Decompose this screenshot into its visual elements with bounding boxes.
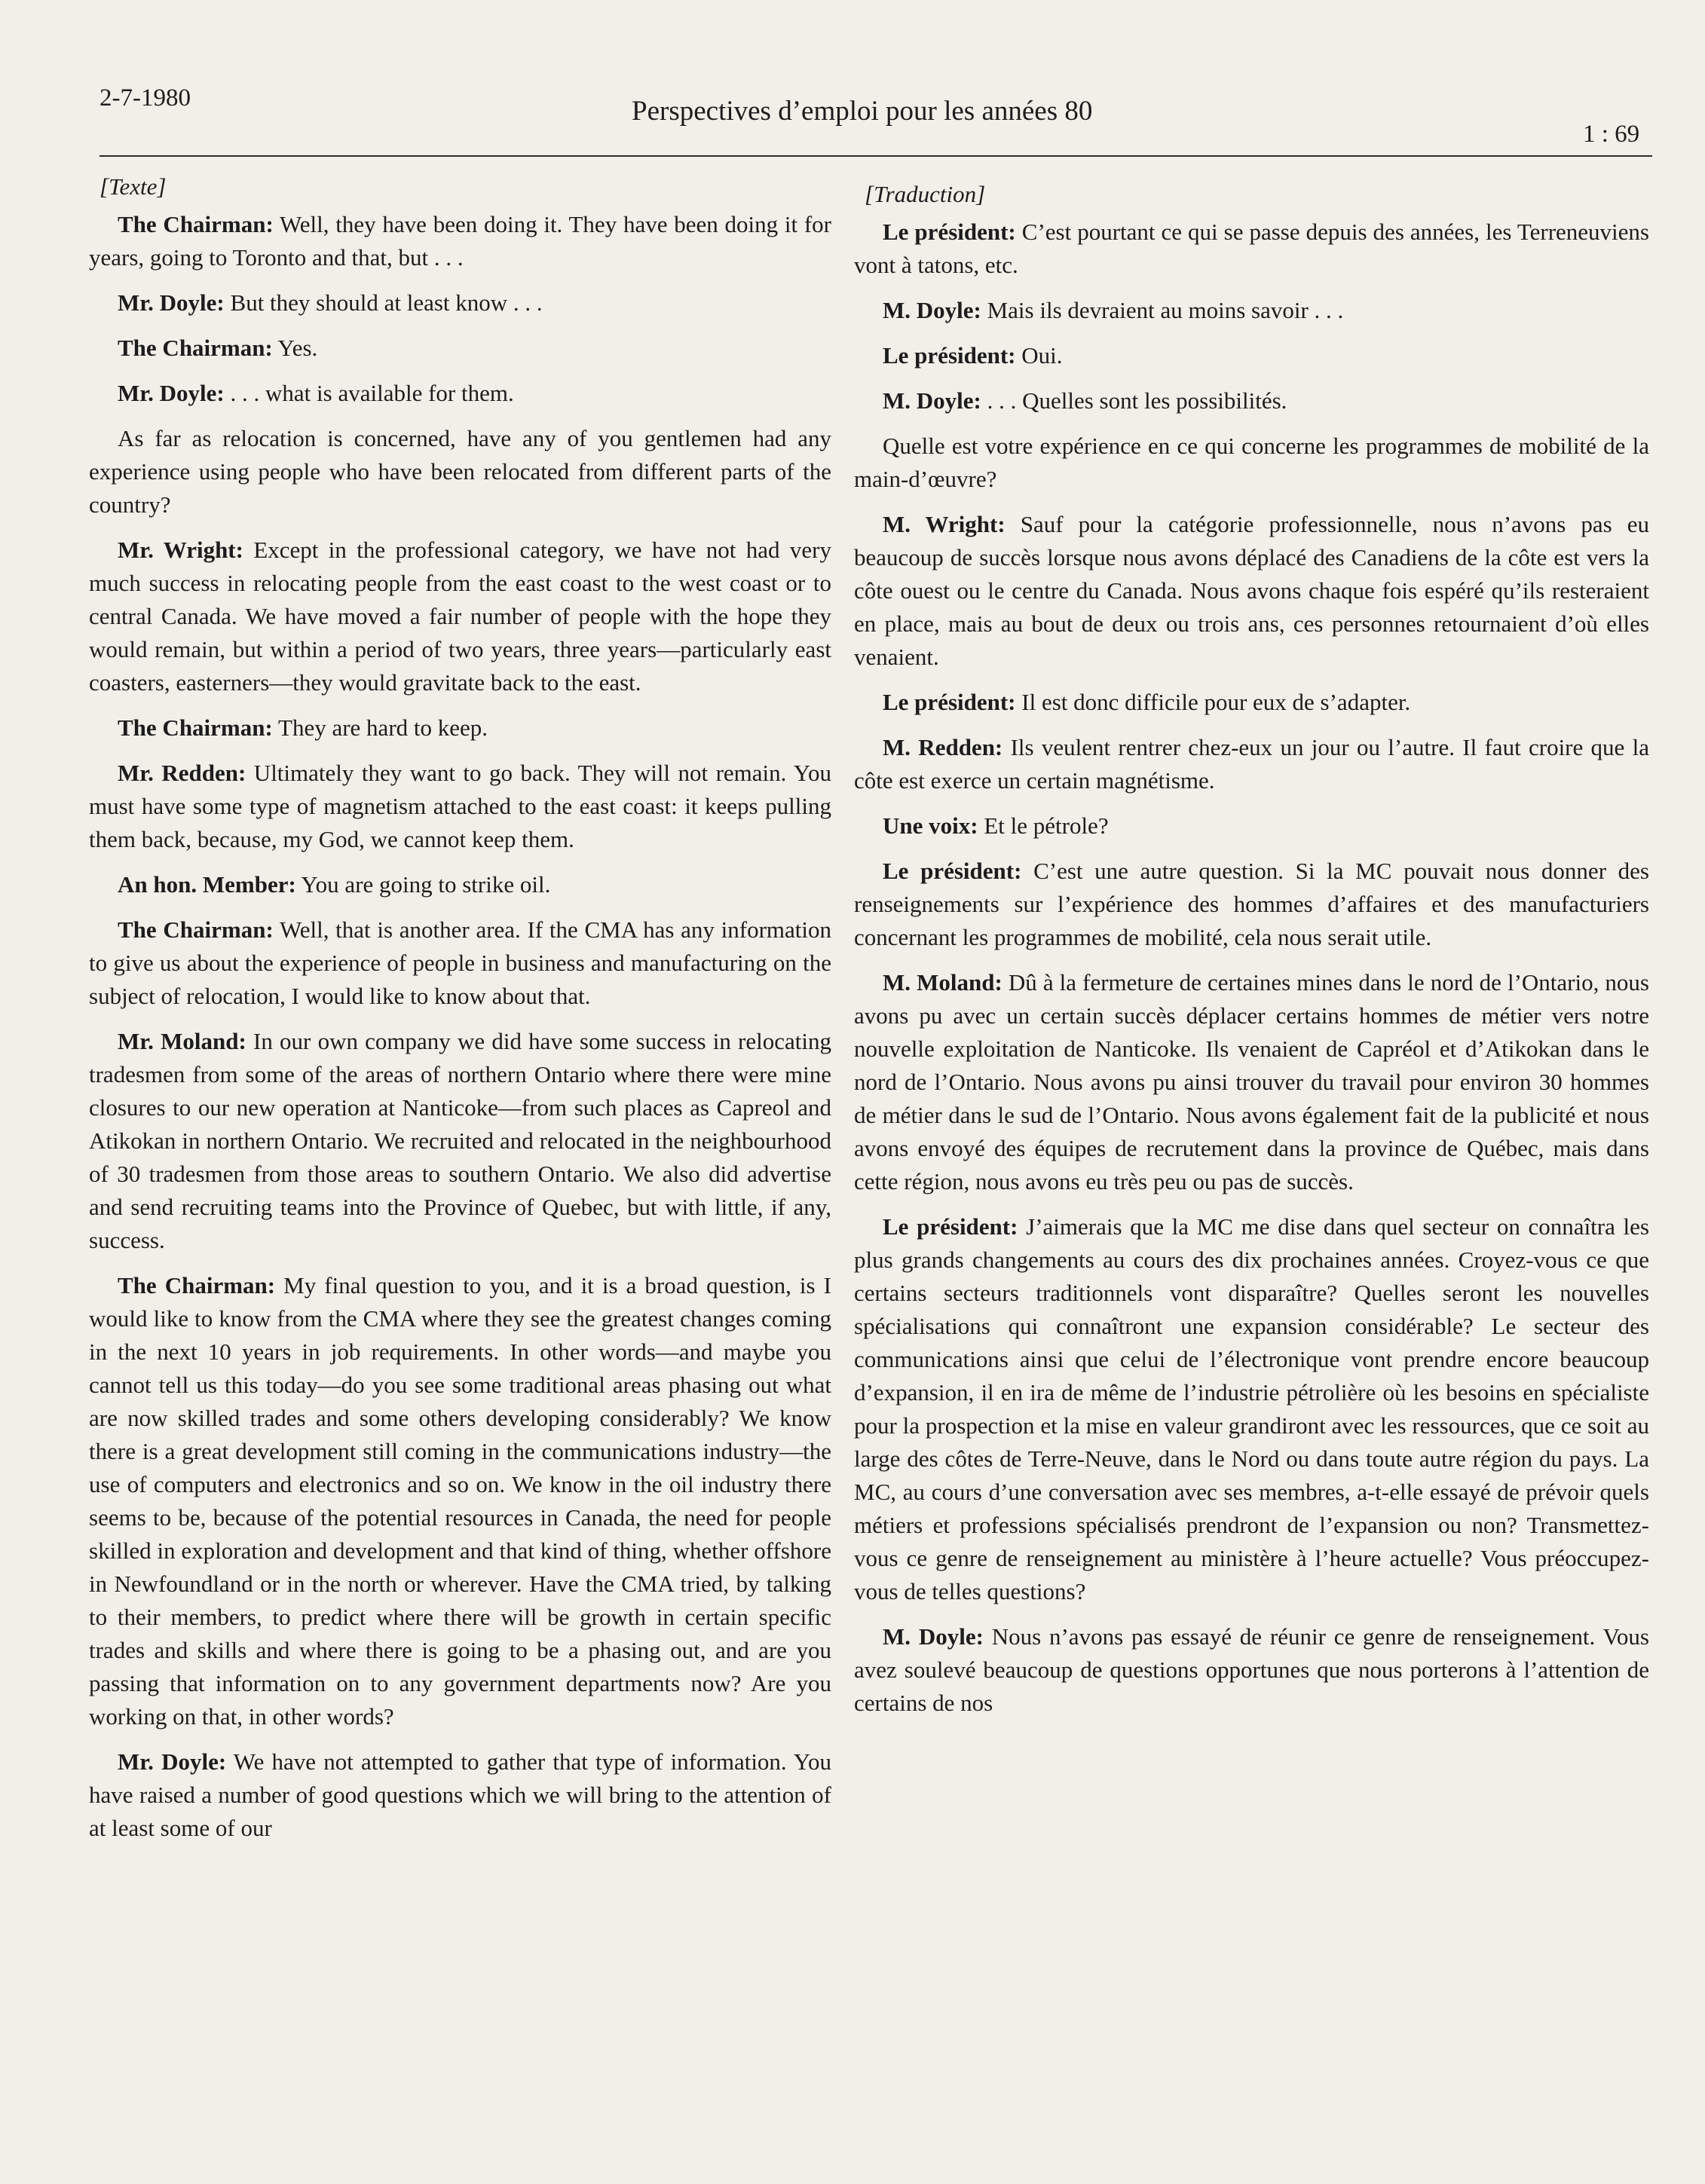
speaker: Mr. Redden: bbox=[118, 760, 246, 786]
speech-text: They are hard to keep. bbox=[272, 714, 488, 741]
speech-text: . . . what is available for them. bbox=[224, 380, 514, 406]
paragraph bbox=[854, 339, 1649, 372]
paragraph bbox=[89, 1025, 831, 1257]
speaker: M. Doyle: bbox=[883, 387, 981, 414]
speaker: The Chairman: bbox=[118, 211, 274, 237]
paragraph bbox=[89, 422, 831, 522]
column-marker: [Traduction] bbox=[865, 181, 986, 207]
speech-text: Sauf pour la catégorie professionnelle, nous n’avons pas eu beaucoup de succès lorsque nous avons déplacé des Canadiens de la côte est vers la côte ouest ou le centre du Canada. Nous avons chaque fois espéré qu’ils resteraient en place, mais au bout de deux ou trois ans, ces personnes retournaient d’où elles venaient. bbox=[854, 511, 1649, 670]
header-rule bbox=[99, 155, 1652, 157]
speech-text: C’est une autre question. Si la MC pouvait nous donner des renseignements sur l’expérience des hommes d’affaires et des manufacturiers concernant les programmes de mobilité, cela nous serait utile. bbox=[854, 858, 1649, 950]
paragraph bbox=[89, 868, 831, 901]
paragraph bbox=[89, 1745, 831, 1845]
paragraph bbox=[89, 913, 831, 1013]
english-column bbox=[89, 170, 831, 1857]
speech-text: Well, that is another area. If the CMA has any information to give us about the experience of people in business and manufacturing on the subject of relocation, I would like to know about that. bbox=[89, 916, 831, 1009]
paragraph bbox=[854, 731, 1649, 797]
paragraph bbox=[854, 809, 1649, 843]
paragraph bbox=[89, 286, 831, 320]
paragraph bbox=[89, 377, 831, 410]
speaker: Mr. Doyle: bbox=[118, 289, 225, 316]
speaker: Le président: bbox=[883, 689, 1016, 715]
speaker: The Chairman: bbox=[118, 714, 273, 741]
paragraph bbox=[854, 1620, 1649, 1720]
paragraph bbox=[854, 855, 1649, 954]
paragraph bbox=[854, 430, 1649, 496]
speaker: Une voix: bbox=[883, 812, 978, 839]
speaker: Le président: bbox=[883, 1213, 1018, 1240]
speech-text: In our own company we did have some success in relocating tradesmen from some of the areas of northern Ontario where there were mine closures to our new operation at Nanticoke—from such places as Capreol and Atikokan in northern Ontario. We recruited and relocated in the neighbourhood of 30 tradesmen from those areas to southern Ontario. We also did advertise and send recruiting teams into the Province of Quebec, but with little, if any, success. bbox=[89, 1028, 831, 1253]
speech-text: My final question to you, and it is a broad question, is I would like to know from the CMA where they see the greatest changes coming in the next 10 years in job requirements. In other words—and maybe you cannot tell us this today—do you see some traditional areas phasing out what are now skilled trades and some others developing considerably? We know there is a great development still coming in the communications industry—the use of computers and electronics and so on. We know in the oil industry there seems to be, because of the potential resources in Canada, the need for people skilled in exploration and development and that kind of thing, whether offshore in Newfoundland or in the north or wherever. Have the CMA tried, by talking to their members, to predict where there will be growth in certain specific trades and skills and where there is going to be a phasing out, and are you passing that information on to any government departments now? Are you working on that, in other words? bbox=[89, 1272, 831, 1730]
speaker: Le président: bbox=[883, 858, 1022, 884]
speech-text: Mais ils devraient au moins savoir . . . bbox=[981, 297, 1344, 323]
speaker: M. Redden: bbox=[883, 734, 1003, 760]
speech-text: J’aimerais que la MC me dise dans quel secteur on connaîtra les plus grands changements au cours des dix prochaines années. Croyez-vous ce que certains secteurs traditionnels vont disparaître? Quelles seront les nouvelles spécialisations qui connaîtront une expansion considérable? Le secteur des communications ainsi que celui de l’électronique vont prendre encore beaucoup d’expansion, il en ira de même de l’industrie pétrolière où les besoins en spécialiste pour la prospection et la mise en valeur grandiront avec les ressources, que ce soit au large des côtes de Terre-Neuve, dans le Nord ou dans toute autre région du pays. La MC, au cours d’une conversation avec ses membres, a-t-elle essayé de prévoir quels métiers et professions spécialisés prendront de l’expansion ou non? Transmettez-vous ce genre de renseignement au ministère à l’heure actuelle? Vous préoccupez-vous de telles questions? bbox=[854, 1213, 1649, 1604]
paragraph bbox=[854, 1210, 1649, 1608]
speaker: The Chairman: bbox=[118, 335, 273, 361]
speech-text: Ultimately they want to go back. They will not remain. You must have some type of magnetism attached to the east coast: it keeps pulling them back, because, my God, we cannot keep them. bbox=[89, 760, 831, 852]
paragraph bbox=[89, 757, 831, 856]
speech-text: Except in the professional category, we have not had very much success in relocating people from the east coast to the west coast or to central Canada. We have moved a fair number of people with the hope they would remain, but within a period of two years, three years—particularly east coasters, easterners—they would gravitate back to the east. bbox=[89, 537, 831, 696]
speech-text: Nous n’avons pas essayé de réunir ce genre de renseignement. Vous avez soulevé beaucoup de questions opportunes que nous porterons à l’attention de certains de nos bbox=[854, 1623, 1649, 1716]
speaker: Mr. Moland: bbox=[118, 1028, 246, 1054]
speech-text: Quelle est votre expérience en ce qui concerne les programmes de mobilité de la main-d’œuvre? bbox=[854, 433, 1649, 492]
speaker: M. Moland: bbox=[883, 969, 1002, 996]
paragraph bbox=[854, 966, 1649, 1198]
speaker: Mr. Doyle: bbox=[118, 1748, 227, 1775]
french-column bbox=[854, 178, 1649, 1732]
speech-text: Dû à la fermeture de certaines mines dans le nord de l’Ontario, nous avons pu avec un certain succès déplacer certains hommes de métier vers notre nouvelle exploitation de Nanticoke. Ils venaient de Capréol et d’Atikokan dans le nord de l’Ontario. Nous avons pu ainsi trouver du travail pour environ 30 hommes de métier dans le sud de l’Ontario. Nous avons également fait de la publicité et nous avons envoyé des équipes de recrutement dans la province de Québec, mais dans cette région, nous avons eu très peu ou pas de succès. bbox=[854, 969, 1649, 1194]
paragraph bbox=[89, 1269, 831, 1733]
paragraph bbox=[89, 534, 831, 699]
speaker: M. Doyle: bbox=[883, 297, 981, 323]
paragraph bbox=[854, 216, 1649, 282]
paragraph bbox=[854, 384, 1649, 418]
speaker: Mr. Wright: bbox=[118, 537, 243, 563]
speaker: Le président: bbox=[883, 219, 1016, 245]
speaker: An hon. Member: bbox=[118, 871, 296, 898]
header-page-number: 1 : 69 bbox=[1583, 121, 1640, 148]
speaker: Mr. Doyle: bbox=[118, 380, 225, 406]
speech-text: . . . Quelles sont les possibilités. bbox=[981, 387, 1287, 414]
paragraph bbox=[89, 711, 831, 745]
speech-text: Et le pétrole? bbox=[978, 812, 1109, 839]
speaker: The Chairman: bbox=[118, 1272, 276, 1298]
speaker: The Chairman: bbox=[118, 916, 274, 943]
speech-text: Ils veulent rentrer chez-eux un jour ou l’autre. Il faut croire que la côte est exerce un certain magnétisme. bbox=[854, 734, 1649, 794]
paragraph bbox=[854, 686, 1649, 719]
speech-text: Il est donc difficile pour eux de s’adapter. bbox=[1015, 689, 1411, 715]
speech-text: We have not attempted to gather that type of information. You have raised a number of good questions which we will bring to the attention of at least some of our bbox=[89, 1748, 831, 1841]
header-title: Perspectives d’emploi pour les années 80 bbox=[632, 96, 1093, 127]
speech-text: C’est pourtant ce qui se passe depuis des années, les Terreneuviens vont à tatons, etc. bbox=[854, 219, 1649, 278]
speaker: M. Doyle: bbox=[883, 1623, 984, 1650]
speech-text: You are going to strike oil. bbox=[295, 871, 551, 898]
speaker: M. Wright: bbox=[883, 511, 1006, 537]
paragraph bbox=[89, 208, 831, 274]
speech-text: Yes. bbox=[272, 335, 318, 361]
header-date: 2-7-1980 bbox=[99, 84, 191, 112]
speech-text: Oui. bbox=[1015, 342, 1063, 369]
paragraph bbox=[854, 508, 1649, 674]
column-marker: [Texte] bbox=[99, 173, 167, 200]
speech-text: As far as relocation is concerned, have any of you gentlemen had any experience using people who have been relocated from different parts of the country? bbox=[89, 425, 831, 518]
speech-text: But they should at least know . . . bbox=[224, 289, 543, 316]
paragraph bbox=[854, 294, 1649, 327]
speech-text: Well, they have been doing it. They have been doing it for years, going to Toronto and that, but . . . bbox=[89, 211, 831, 271]
speaker: Le président: bbox=[883, 342, 1016, 369]
paragraph bbox=[89, 332, 831, 365]
